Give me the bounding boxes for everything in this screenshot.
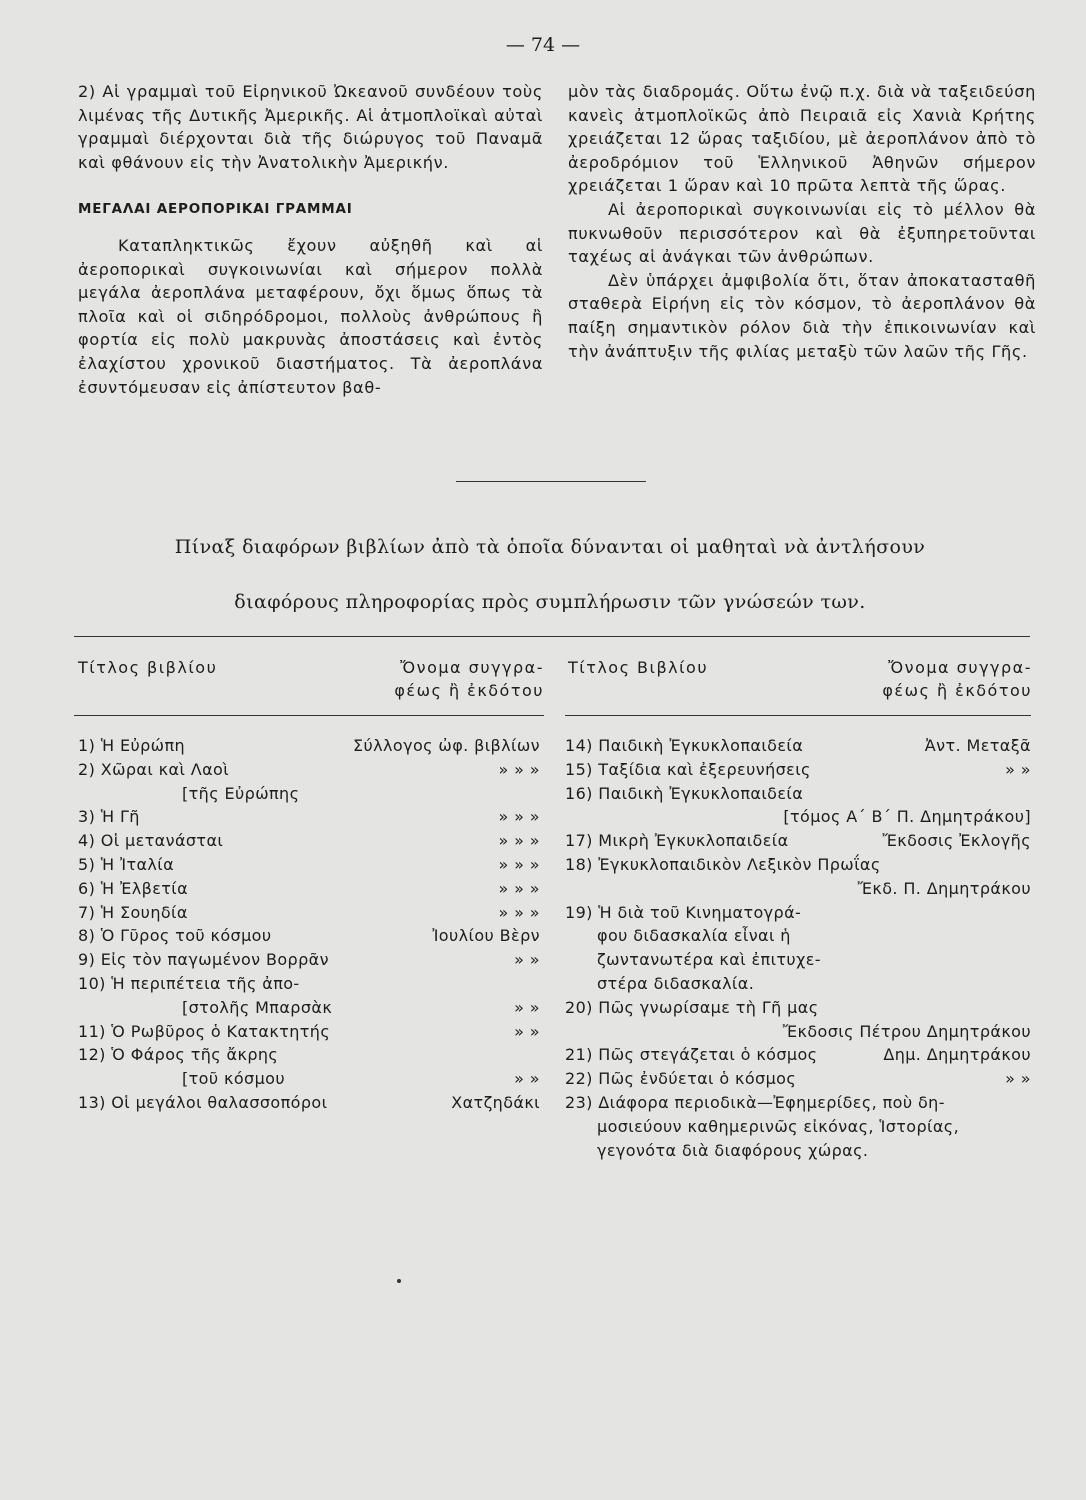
header-line: φέως ἢ ἐκδότου [882, 681, 1032, 700]
book-author: Δημ. Δημητράκου [883, 1045, 1031, 1065]
book-title: 11) Ὁ Ρωβῦρος ὁ Κατακτητής [78, 1021, 331, 1041]
list-item [565, 758, 1031, 782]
table-top-rule [74, 636, 1030, 637]
list-item [565, 1091, 1031, 1115]
list-item [565, 1139, 1031, 1163]
book-title: 2) Χῶραι καὶ Λαοὶ [78, 759, 230, 779]
book-title: 1) Ἡ Εὐρώπη [78, 736, 186, 755]
list-item [78, 1020, 540, 1044]
book-title: 19) Ἡ διὰ τοῦ Κινηματογρά- [565, 902, 802, 922]
list-item [78, 829, 540, 853]
book-author: » » [1005, 759, 1031, 779]
column-header-author [372, 656, 544, 702]
book-title-continuation: [στολῆς Μπαρσὰκ [182, 997, 333, 1017]
book-title-continuation: [τοῦ κόσμου [182, 1069, 285, 1089]
book-title: 12) Ὁ Φάρος τῆς ἄκρης [78, 1045, 279, 1065]
book-title-continuation: γεγονότα διὰ διαφόρους χώρας. [597, 1140, 869, 1160]
book-author: Σύλλογος ὠφ. βιβλίων [352, 736, 540, 755]
paragraph: Δὲν ὑπάρχει ἀμφιβολία ὅτι, ὅταν ἀποκατασταθῆ σταθερὰ Εἰρήνη εἰς τὸν κόσμον, τὸ ἀεροπλάνον θὰ παίξη σημαντικὸν ρόλον διὰ τὴν ἐπικοινωνίαν καὶ τὴν ἀνάπτυξιν τῆς φιλίας μεταξὺ τῶν λαῶν τῆς Γῆς. [568, 270, 1036, 361]
page-number: — 74 — [505, 34, 581, 56]
book-title: 16) Παιδικὴ Ἐγκυκλοπαιδεία [565, 783, 804, 803]
right-text-column [568, 80, 1036, 363]
book-author: » » [514, 997, 540, 1017]
book-author: » » » [498, 878, 540, 898]
left-text-column [78, 80, 543, 399]
list-item [78, 782, 540, 806]
book-title-continuation: φου διδασκαλία εἶναι ἡ [597, 926, 791, 946]
book-title: 15) Ταξίδια καὶ ἐξερευνήσεις [565, 759, 811, 779]
print-speck [397, 1279, 401, 1283]
book-author: Χατζηδάκι [451, 1092, 540, 1112]
book-title-continuation: στέρα διδασκαλία. [597, 973, 755, 993]
book-author: » » » [498, 807, 540, 827]
book-author: Ἰουλίου Βὲρν [432, 926, 540, 946]
list-item [78, 996, 540, 1020]
book-title: 4) Οἱ μετανάσται [78, 831, 224, 851]
list-item [565, 1067, 1031, 1091]
book-title: 9) Εἰς τὸν παγωμένον Βορρᾶν [78, 950, 329, 970]
book-title: 18) Ἐγκυκλοπαιδικὸν Λεξικὸν Πρωΐας [565, 854, 881, 874]
book-title: 20) Πῶς γνωρίσαμε τὴ Γῆ μας [565, 997, 819, 1017]
book-title-continuation: [τῆς Εὐρώπης [182, 783, 300, 803]
list-item [78, 901, 540, 925]
section-heading: ΜΕΓΑΛΑΙ ΑΕΡΟΠΟΡΙΚΑΙ ΓΡΑΜΜΑΙ [78, 201, 353, 218]
list-item [565, 972, 1031, 996]
book-author: Ἀντ. Μεταξᾶ [924, 736, 1031, 755]
book-list-right [565, 734, 1031, 1162]
book-title: 7) Ἡ Σουηδία [78, 902, 188, 922]
book-author: » » [514, 1069, 540, 1089]
book-author: » » [1005, 1069, 1031, 1089]
column-header-author [860, 656, 1032, 702]
book-author: » » » [498, 831, 540, 851]
list-item [565, 829, 1031, 853]
list-item [78, 1091, 540, 1115]
header-underline [565, 715, 1031, 716]
book-title: 21) Πῶς στεγάζεται ὁ κόσμος [565, 1045, 818, 1065]
book-title: 23) Διάφορα περιοδικὰ—Ἐφημερίδες, ποὺ δη- [565, 1092, 945, 1112]
list-item [78, 1043, 540, 1067]
book-author: [τόμος Α΄ Β΄ Π. Δημητράκου] [783, 807, 1031, 827]
book-list-title-line2: διαφόρους πληροφορίας πρὸς συμπλήρωσιν τῶν γνώσεών των. [234, 591, 866, 613]
list-item [565, 1115, 1031, 1139]
paragraph: 2) Αἱ γραμμαὶ τοῦ Εἰρηνικοῦ Ὠκεανοῦ συνδέουν τοὺς λιμένας τῆς Δυτικῆς Ἀμερικῆς. Αἱ ἀτμοπλοϊκαὶ αὐταὶ γραμμαὶ διέρχονται διὰ τῆς διώρυγος τοῦ Παναμᾶ καὶ φθάνουν εἰς τὴν Ἀνατολικὴν Ἀμερικήν. [78, 82, 543, 172]
book-title: 6) Ἡ Ἐλβετία [78, 878, 189, 898]
column-header-title: Τίτλος Βιβλίου [568, 658, 709, 677]
book-title: 3) Ἡ Γῆ [78, 807, 140, 827]
paragraph: Καταπληκτικῶς ἔχουν αὐξηθῆ καὶ αἱ ἀεροπορικαὶ συγκοινωνίαι καὶ σήμερον πολλὰ μεγάλα ἀεροπλάνα μεταφέρουν, ὄχι ὅμως ὅπως τὰ πλοῖα καὶ οἱ σιδηρόδρομοι, πολλοὺς ἀνθρώπους ἢ φορτία εἰς πολὺ μακρυνὰς ἀποστάσεις καὶ ἐντὸς ἐλαχίστου χρονικοῦ διαστήματος. Τὰ ἀεροπλάνα ἐσυντόμευσαν εἰς ἀπίστευτον βαθ- [78, 235, 543, 397]
list-item [565, 805, 1031, 829]
book-title: 10) Ἡ περιπέτεια τῆς ἀπο- [78, 973, 300, 993]
book-title-continuation: μοσιεύουν καθημερινῶς εἰκόνας, Ἱστορίας, [597, 1116, 960, 1136]
book-list-title-line1: Πίναξ διαφόρων βιβλίων ἀπὸ τὰ ὁποῖα δύνανται οἱ μαθηταὶ νὰ ἀντλήσουν [174, 536, 926, 558]
list-item [565, 901, 1031, 925]
list-item [565, 782, 1031, 806]
book-title: 8) Ὁ Γῦρος τοῦ κόσμου [78, 926, 272, 946]
section-divider [456, 481, 646, 482]
list-item [565, 1043, 1031, 1067]
list-item [565, 1020, 1031, 1044]
list-item [78, 924, 540, 948]
book-list-left [78, 734, 540, 1115]
list-item [565, 948, 1031, 972]
book-author: Ἔκδοσις Πέτρου Δημητράκου [782, 1021, 1031, 1041]
book-author: Ἔκδοσις Ἐκλογῆς [882, 831, 1031, 851]
list-item [78, 1067, 540, 1091]
book-author: » » [514, 1021, 540, 1041]
list-item [78, 948, 540, 972]
header-underline [74, 715, 544, 716]
book-author: » » [514, 950, 540, 970]
book-title: 22) Πῶς ἐνδύεται ὁ κόσμος [565, 1069, 797, 1089]
book-author: » » » [498, 902, 540, 922]
list-item [78, 853, 540, 877]
list-item [78, 972, 540, 996]
list-item [565, 996, 1031, 1020]
book-title: 17) Μικρὴ Ἐγκυκλοπαιδεία [565, 831, 789, 851]
list-item [78, 805, 540, 829]
paragraph: Αἱ ἀεροπορικαὶ συγκοινωνίαι εἰς τὸ μέλλον θὰ πυκνωθοῦν περισσότερον καὶ θὰ ἐξυπηρετοῦνται ταχέως αἱ ἀνάγκαι τῶν ἀνθρώπων. [568, 199, 1036, 267]
list-item [565, 877, 1031, 901]
header-line: Ὄνομα συγγρα- [888, 658, 1032, 677]
book-title: 5) Ἡ Ἰταλία [78, 854, 175, 874]
book-author: » » » [498, 759, 540, 779]
list-item [565, 853, 1031, 877]
list-item [565, 924, 1031, 948]
header-line: φέως ἢ ἐκδότου [394, 681, 544, 700]
column-header-title: Τίτλος βιβλίου [78, 658, 218, 677]
book-author: » » » [498, 854, 540, 874]
book-title-continuation: ζωντανωτέρα καὶ ἐπιτυχε- [597, 950, 821, 970]
list-item [565, 734, 1031, 758]
list-item [78, 734, 540, 758]
list-item [78, 877, 540, 901]
header-line: Ὄνομα συγγρα- [400, 658, 544, 677]
book-author: Ἔκδ. Π. Δημητράκου [857, 878, 1031, 898]
list-item [78, 758, 540, 782]
book-title: 13) Οἱ μεγάλοι θαλασσοπόροι [78, 1092, 328, 1112]
book-title: 14) Παιδικὴ Ἐγκυκλοπαιδεία [565, 736, 804, 755]
paragraph: μὸν τὰς διαδρομάς. Οὕτω ἐνῷ π.χ. διὰ νὰ ταξειδεύση κανεὶς ἀτμοπλοϊκῶς ἀπὸ Πειραιᾶ εἰς Χανιὰ Κρήτης χρειάζεται 12 ὥρας ταξιδίου, μὲ ἀεροπλάνον ἀπὸ τὸ ἀεροδρόμιον τοῦ Ἑλληνικοῦ Ἀθηνῶν σήμερον χρειάζεται 1 ὥραν καὶ 10 πρῶτα λεπτὰ τῆς ὥρας. [568, 82, 1036, 196]
